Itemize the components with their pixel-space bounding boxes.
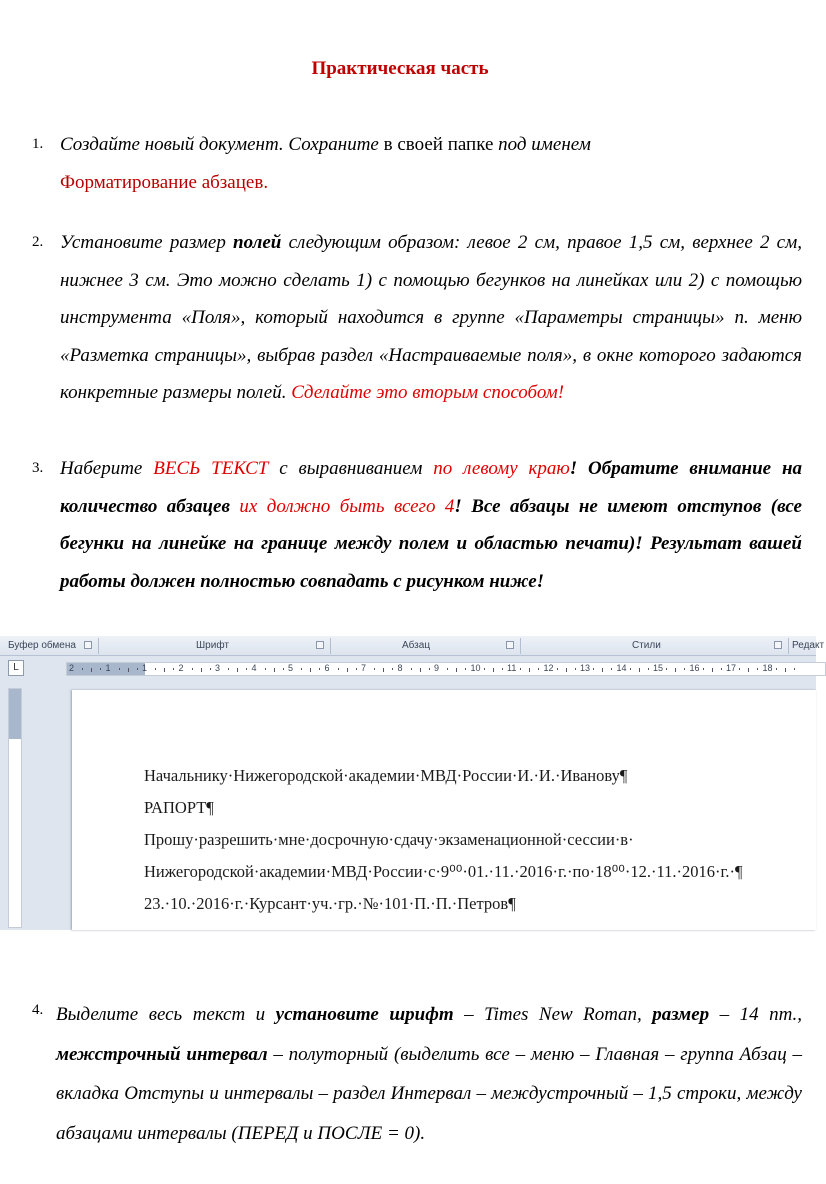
ruler-tick (392, 668, 393, 670)
text-run: Форматирование абзацев. (60, 171, 269, 193)
text-run: ! Все абзацы не имеют отступов (все бегунки на линейке на границе между полем и областью печати)! Результат вашей работы должен полностью совпадать с рисунком ниже! (60, 495, 802, 592)
list-item-text (60, 450, 802, 600)
ribbon-group-paragraph[interactable]: Абзац (402, 640, 431, 651)
ruler-tick (274, 668, 275, 672)
ruler-tick (283, 668, 284, 670)
ruler-tick-label: 10 (470, 663, 481, 673)
ruler-tick (411, 668, 412, 670)
ruler-tick (557, 668, 558, 670)
dialog-launcher-icon[interactable] (316, 641, 324, 649)
ruler-tick-label: 3 (215, 663, 221, 673)
ruler-tick (456, 668, 457, 672)
ruler-row (0, 656, 816, 686)
ruler-tick (748, 668, 749, 672)
ruler-tick (173, 668, 174, 670)
ruler-tick (374, 668, 375, 670)
ruler-tick (265, 668, 266, 670)
list-item (32, 126, 802, 201)
ruler-tick-label: 18 (762, 663, 773, 673)
text-run: – полуторный (выделить все – меню – Главная – группа Абзац – вкладка Отступы и интервалы – раздел Интервал – междустрочный – 1,5 строки, между абзацами интервалы (ПЕРЕД и ПОСЛЕ = 0). (56, 1043, 802, 1144)
ruler-tick (484, 668, 485, 670)
ruler-tick (566, 668, 567, 672)
text-run: размер (652, 1004, 710, 1025)
ruler-tick (639, 668, 640, 672)
ruler-tick (347, 668, 348, 672)
doc-line: 23.·10.·2016·г.·Курсант·уч.·гр.·№·101·П.·П.·Петров¶ (144, 894, 516, 913)
text-run: – Times New Roman, (453, 1004, 653, 1025)
text-run: Установите размер (60, 232, 234, 253)
vertical-ruler[interactable] (8, 688, 22, 928)
ruler-tick-label: 5 (288, 663, 294, 673)
ruler-tick (538, 668, 539, 670)
page-title: Практическая часть (311, 58, 489, 79)
ruler-tick-label: 14 (616, 663, 627, 673)
ruler-tick-label: 1 (105, 663, 111, 673)
list-number: 1. (32, 136, 44, 152)
group-separator (98, 638, 99, 654)
ruler-tick (100, 668, 101, 670)
ruler-tick (757, 668, 758, 670)
horizontal-ruler[interactable] (66, 662, 826, 676)
text-run: следующим образом: левое 2 см, правое 1,5 см, верхнее 2 см, нижнее 3 см. Это можно сделать 1) с помощью бегунков на линейках или 2) с помощью инструмента «Поля», который находится в группе «Параметры страницы» п. меню «Разметка страницы», выбрав раздел «Настраиваемые поля», в окне которого задаются конкретные размеры полей. (60, 232, 802, 403)
ruler-tick (82, 668, 83, 670)
tab-selector-button[interactable]: L (8, 660, 24, 676)
ruler-tick (648, 668, 649, 670)
ruler-tick (739, 668, 740, 670)
ruler-tick (119, 668, 120, 670)
ruler-tick (785, 668, 786, 672)
word-screenshot (0, 636, 825, 930)
doc-line: Нижегородской·академии·МВД·России·с·9⁰⁰·01.·11.·2016·г.·по·18⁰⁰·12.·11.·2016·г.·¶ (144, 862, 743, 881)
ruler-tick (465, 668, 466, 670)
ruler-tick (356, 668, 357, 670)
ribbon-group-styles[interactable]: Стили (632, 640, 661, 651)
ruler-tick (684, 668, 685, 670)
ruler-tick (383, 668, 384, 672)
ruler-tick-label: 6 (324, 663, 330, 673)
ruler-tick (611, 668, 612, 670)
dialog-launcher-icon[interactable] (84, 641, 92, 649)
group-separator (330, 638, 331, 654)
ruler-tick (630, 668, 631, 670)
doc-line: РАПОРТ¶ (144, 798, 214, 817)
text-run: ВЕСЬ ТЕКСТ (153, 458, 269, 479)
text-run: по левому краю (433, 458, 570, 479)
ruler-top-margin (9, 689, 21, 739)
ruler-tick (593, 668, 594, 670)
text-run: в своей папке (378, 134, 499, 155)
ruler-tick (666, 668, 667, 670)
ruler-tick (310, 668, 311, 672)
ruler-tick (502, 668, 503, 670)
list-number: 3. (32, 460, 44, 476)
ruler-tick (338, 668, 339, 670)
text-run: Наберите (60, 458, 154, 479)
ruler-tick (520, 668, 521, 670)
ruler-tick-label: 7 (361, 663, 367, 673)
ruler-tick (420, 668, 421, 672)
ruler-tick-label: 2 (178, 663, 184, 673)
ruler-tick-label: 12 (543, 663, 554, 673)
list-item (32, 224, 802, 412)
group-separator (788, 638, 789, 654)
ruler-tick (529, 668, 530, 672)
ruler-tick-label: 8 (397, 663, 403, 673)
ruler-tick-label: 1 (142, 663, 148, 673)
ruler-tick-label: 9 (434, 663, 440, 673)
ruler-tick-label: 11 (507, 663, 517, 673)
text-run: с выравниванием (268, 458, 434, 479)
ruler-tick (237, 668, 238, 672)
ruler-tick-label: 16 (689, 663, 700, 673)
ruler-tick-label: 13 (580, 663, 591, 673)
document-page[interactable] (72, 690, 816, 930)
ribbon-group-editing[interactable]: Редакт (792, 640, 825, 651)
ruler-tick (137, 668, 138, 670)
text-run: Выделите весь текст и (56, 1004, 276, 1025)
text-run: под именем (498, 134, 591, 155)
ruler-tick (602, 668, 603, 672)
ruler-tick (164, 668, 165, 672)
list-number: 2. (32, 234, 44, 250)
ruler-tick-label: 17 (726, 663, 737, 673)
group-separator (520, 638, 521, 654)
text-run: – 14 пт., (709, 1004, 803, 1025)
text-run: их должно быть всего 4 (239, 495, 455, 517)
ruler-tick (575, 668, 576, 670)
text-run: Сделайте это вторым способом! (291, 382, 565, 403)
ruler-tick-label: 15 (653, 663, 664, 673)
list-number: 4. (32, 1002, 44, 1018)
text-run: ! Обратите внимание на количество абзацев (60, 458, 802, 517)
list-item-text (56, 995, 802, 1153)
ruler-tick (493, 668, 494, 672)
ruler-tick (210, 668, 211, 670)
doc-line: Начальнику·Нижегородской·академии·МВД·России·И.·И.·Иванову¶ (144, 766, 628, 785)
ruler-tick (794, 668, 795, 670)
ribbon-group-bar (0, 636, 825, 656)
ruler-tick (91, 668, 92, 672)
ruler-tick (447, 668, 448, 670)
ribbon-group-font[interactable]: Шрифт (196, 640, 229, 651)
ruler-tick (675, 668, 676, 672)
dialog-launcher-icon[interactable] (506, 641, 514, 649)
ruler-tick (429, 668, 430, 670)
ruler-tick (721, 668, 722, 670)
text-run: полей (233, 232, 282, 253)
ribbon-group-clipboard[interactable]: Буфер обмена (8, 640, 76, 651)
ruler-tick (712, 668, 713, 672)
ruler-tick (201, 668, 202, 672)
text-run: межстрочный интервал (56, 1043, 268, 1065)
dialog-launcher-icon[interactable] (774, 641, 782, 649)
list-item (32, 995, 802, 1153)
ruler-tick (192, 668, 193, 670)
ruler-tick-label: 2 (69, 663, 75, 673)
ruler-tick (228, 668, 229, 670)
ruler-tick (301, 668, 302, 670)
ruler-tick (703, 668, 704, 670)
ruler-tick-label: 4 (251, 663, 257, 673)
list-item (32, 450, 802, 600)
text-run: Создайте новый документ. Сохраните (60, 134, 379, 155)
ruler-tick (155, 668, 156, 670)
ruler-tick (246, 668, 247, 670)
ruler-tick (776, 668, 777, 670)
list-item-text (60, 126, 802, 201)
text-run: установите шрифт (275, 1004, 454, 1025)
ruler-tick (319, 668, 320, 670)
doc-line: Прошу·разрешить·мне·досрочную·сдачу·экзаменационной·сессии·в· (144, 830, 634, 849)
ruler-tick (128, 668, 129, 672)
list-item-text (60, 224, 802, 412)
